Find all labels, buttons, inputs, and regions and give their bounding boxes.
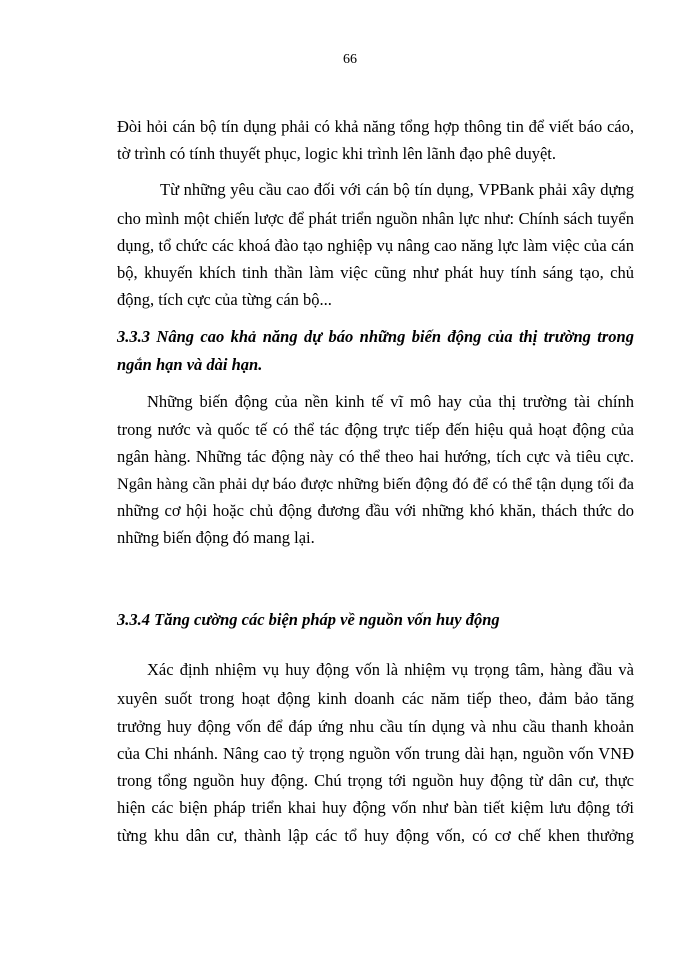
paragraph-line: Ngân hàng cần phải dự báo được những biến động đó để có thể tận dụng tối đa	[117, 475, 634, 493]
paragraph-line: xuyên suốt trong hoạt động kinh doanh các năm tiếp theo, đảm bảo tăng	[117, 689, 634, 708]
paragraph-line: Xác định nhiệm vụ huy động vốn là nhiệm vụ trọng tâm, hàng đầu và	[147, 660, 634, 679]
paragraph-line: Từ những yêu cầu cao đối với cán bộ tín dụng, VPBank phải xây dựng	[160, 180, 634, 199]
heading-line: 3.3.3 Nâng cao khả năng dự báo những biến động của thị trường trong	[117, 327, 634, 346]
paragraph-line: Những biến động của nền kinh tế vĩ mô hay của thị trường tài chính	[147, 392, 634, 411]
paragraph-line: cho mình một chiến lược để phát triển nguồn nhân lực như: Chính sách tuyển	[117, 209, 634, 228]
paragraph-line: hiện các biện pháp triển khai huy động vốn như bàn tiết kiệm lưu động tới	[117, 798, 634, 817]
heading-line: ngắn hạn và dài hạn.	[117, 355, 263, 374]
paragraph-line: ngân hàng. Những tác động này có thể theo hai hướng, tích cực và tiêu cực.	[117, 447, 634, 466]
paragraph-line: những biến động đó mang lại.	[117, 528, 315, 547]
paragraph-line: trong nước và quốc tế có thể tác động trực tiếp đến hiệu quả hoạt động của	[117, 420, 634, 439]
paragraph-line: trong tổng nguồn huy động. Chú trọng tới nguồn huy động từ dân cư, thực	[117, 771, 634, 790]
heading-line: 3.3.4 Tăng cường các biện pháp về nguồn vốn huy động	[117, 610, 500, 629]
paragraph-line: động, tích cực của từng cán bộ...	[117, 290, 332, 309]
paragraph-line: trưởng huy động vốn để đáp ứng nhu cầu tín dụng và nhu cầu thanh khoản	[117, 717, 634, 736]
paragraph-line: từng khu dân cư, thành lập các tổ huy động vốn, có cơ chế khen thưởng	[117, 826, 634, 845]
paragraph-line: những cơ hội hoặc chủ động đương đầu với những khó khăn, thách thức do	[117, 501, 634, 520]
paragraph-line: của Chi nhánh. Nâng cao tỷ trọng nguồn vốn trung dài hạn, nguồn vốn VNĐ	[117, 744, 634, 763]
paragraph-line: dụng, tổ chức các khoá đào tạo nghiệp vụ nâng cao năng lực làm việc của cán	[117, 236, 634, 255]
page-number: 66	[343, 52, 357, 67]
paragraph-line: bộ, khuyến khích tinh thần làm việc cũng như phát huy tính sáng tạo, chủ	[117, 263, 634, 282]
paragraph-line: tờ trình có tính thuyết phục, logic khi trình lên lãnh đạo phê duyệt.	[117, 144, 557, 163]
paragraph-line: Đòi hỏi cán bộ tín dụng phải có khả năng tổng hợp thông tin để viết báo cáo,	[117, 117, 634, 136]
